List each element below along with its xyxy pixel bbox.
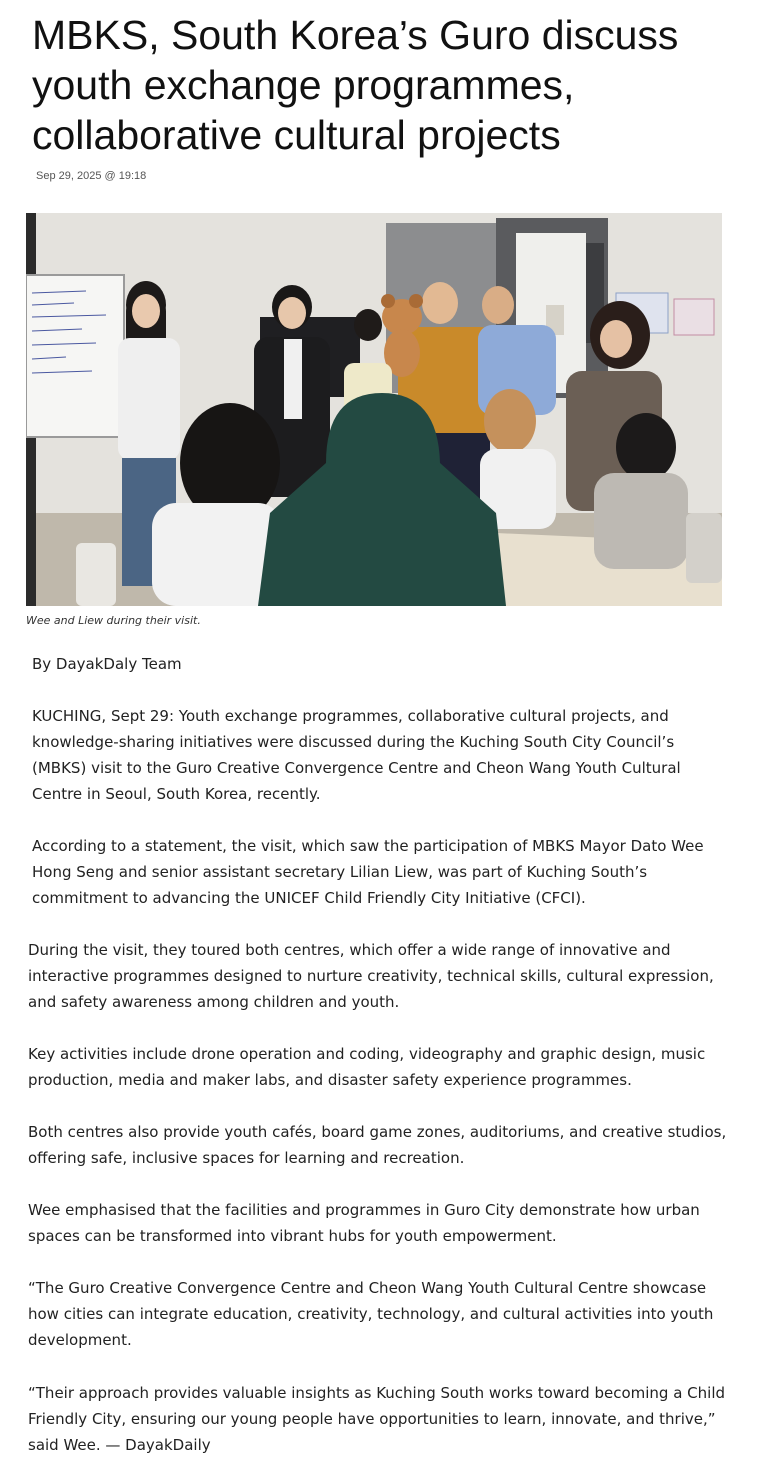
article-paragraph: “Their approach provides valuable insights as Kuching South works toward becoming a Child Friendly City, ensuring our young people have opportunities to learn, innovate, and thrive,” said Wee. — DayakDaily <box>28 1384 726 1454</box>
article-paragraph: According to a statement, the visit, which saw the participation of MBKS Mayor Dato Wee Hong Seng and senior assistant secretary Lilian Liew, was part of Kuching South’s commitment to advancing the UNICEF Child Friendly City Initiative (CFCI). <box>32 837 704 907</box>
article-byline: By DayakDaly Team <box>32 655 182 673</box>
photo-caption: Wee and Liew during their visit. <box>26 614 201 627</box>
article-photo <box>26 213 722 606</box>
article-paragraph: Key activities include drone operation and coding, videography and graphic design, music production, media and maker labs, and disaster safety experience programmes. <box>28 1045 706 1089</box>
article-paragraph: KUCHING, Sept 29: Youth exchange programmes, collaborative cultural projects, and knowledge-sharing initiatives were discussed during the Kuching South City Council’s (MBKS) visit to the Guro Creative Convergence Centre and Cheon Wang Youth Cultural Centre in Seoul, South Korea, recently. <box>32 707 681 803</box>
article-paragraph: Both centres also provide youth cafés, board game zones, auditoriums, and creative studios, offering safe, inclusive spaces for learning and recreation. <box>28 1123 727 1167</box>
article-headline: MBKS, South Korea’s Guro discuss youth exchange programmes, collaborative cultural projects <box>32 12 679 158</box>
article-date: Sep 29, 2025 @ 19:18 <box>36 170 147 182</box>
article-paragraph: “The Guro Creative Convergence Centre and Cheon Wang Youth Cultural Centre showcase how cities can integrate education, creativity, technology, and cultural activities into youth development. <box>28 1279 714 1349</box>
article-paragraph: During the visit, they toured both centres, which offer a wide range of innovative and interactive programmes designed to nurture creativity, technical skills, cultural expression, and safety awareness among children and youth. <box>28 941 714 1011</box>
article-paragraph: Wee emphasised that the facilities and programmes in Guro City demonstrate how urban spaces can be transformed into vibrant hubs for youth empowerment. <box>28 1201 700 1245</box>
